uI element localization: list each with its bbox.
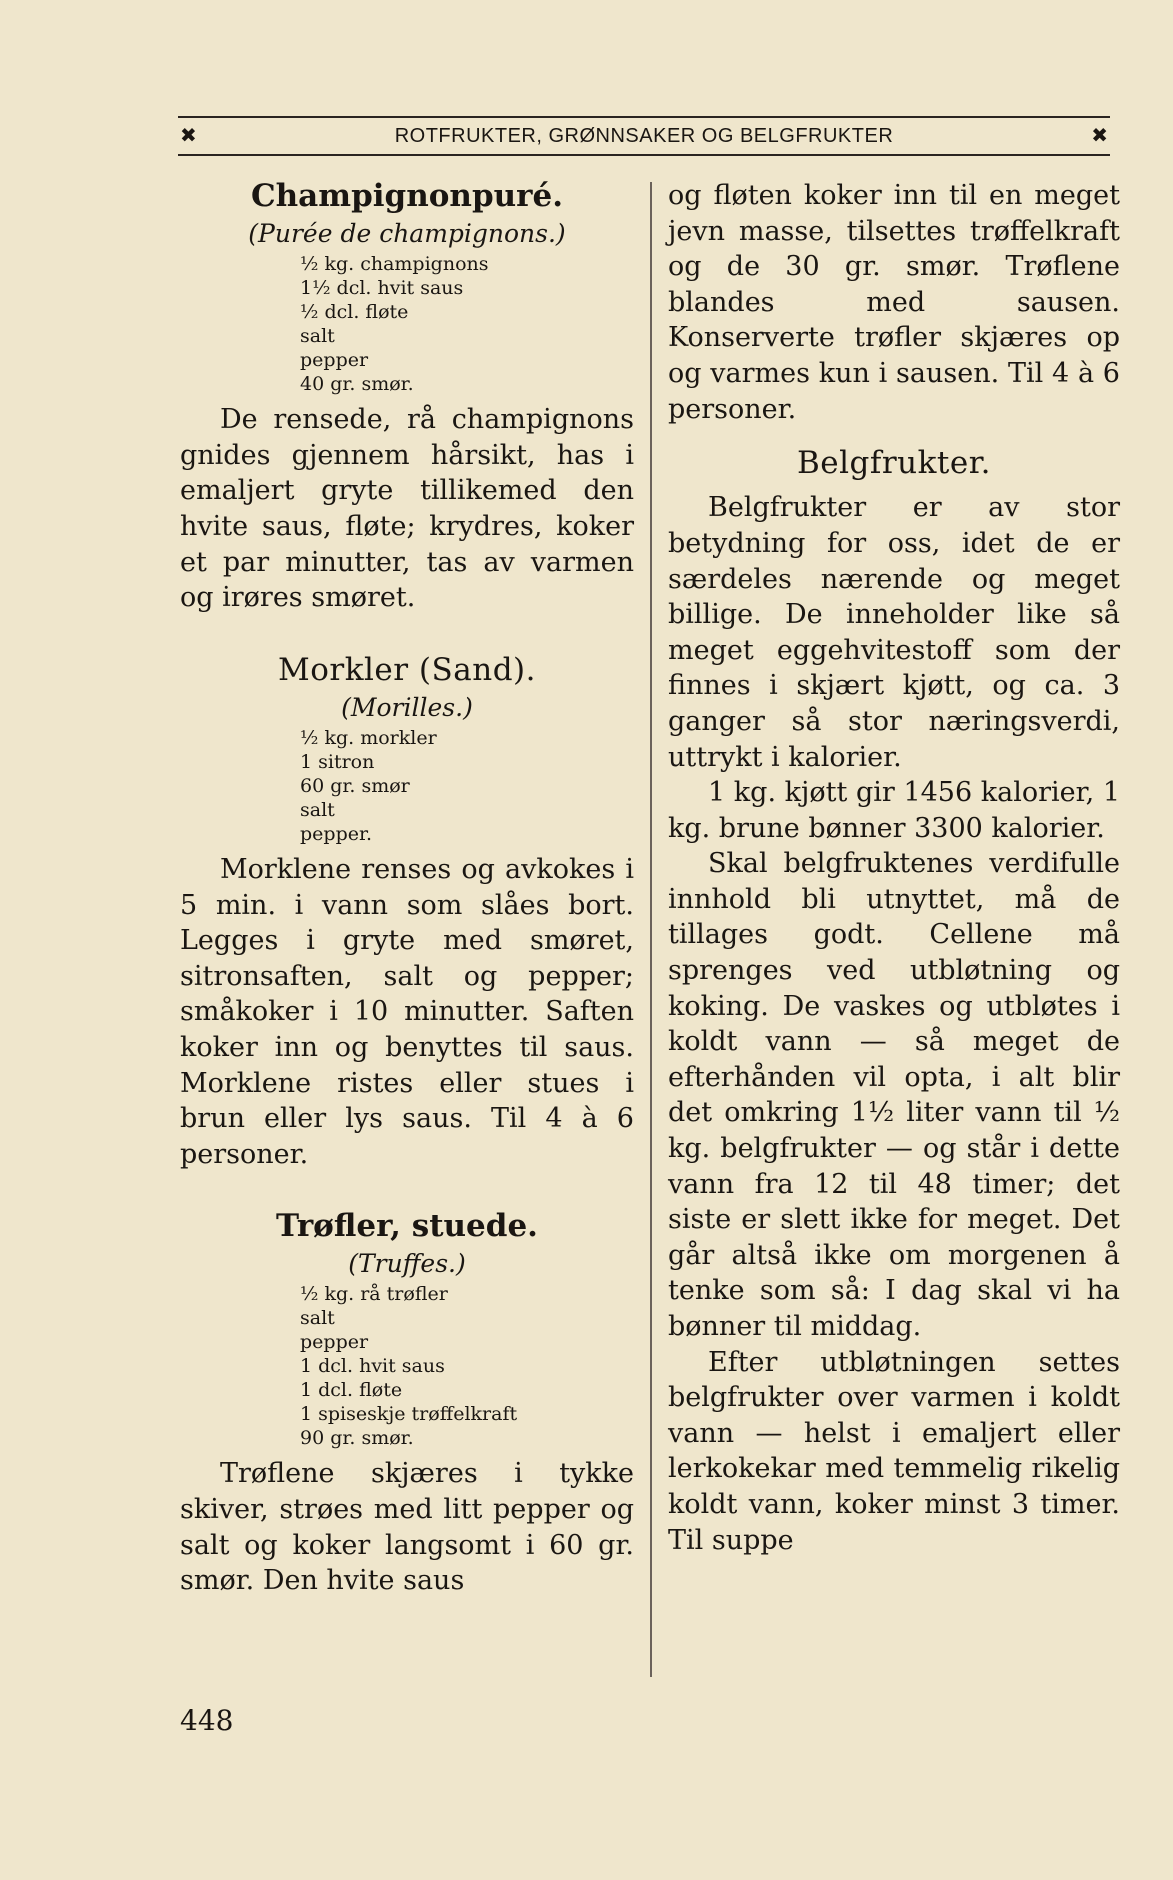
ingredient: 1 dcl. hvit saus xyxy=(300,1355,445,1378)
ingredient: salt xyxy=(300,1307,335,1330)
ingredient: salt xyxy=(300,325,335,348)
ornament-icon: ✖ xyxy=(1091,125,1108,147)
recipe-subtitle: (Truffes.) xyxy=(348,1249,466,1279)
ingredient: 1 dcl. fløte xyxy=(300,1379,403,1402)
ingredient: 90 gr. smør. xyxy=(300,1427,414,1450)
ingredient: salt xyxy=(300,798,335,821)
ingredient: ½ kg. rå trøfler xyxy=(300,1283,448,1306)
ornament-icon: ✖ xyxy=(180,125,197,147)
recipe-text: De rensede, rå champignons gnides gjennem hårsikt, has i emaljert gryte tillikemed den hvite saus, fløte; krydres, koker et par minutter, tas av varmen og irøres smøret. xyxy=(180,404,634,614)
ingredient: pepper. xyxy=(300,822,373,845)
page-number: 448 xyxy=(180,1704,234,1737)
ingredient: pepper xyxy=(300,349,369,372)
right-column xyxy=(668,178,1120,1558)
paragraph: Belgfrukter er av stor betydning for oss, idet de er særdeles nærende og meget billige. De inneholder like så meget eggehvitestoff som der finnes i skjært kjøtt, og ca. 3 ganger så stor næringsverdi, uttrykt i kalorier. xyxy=(668,492,1120,773)
ingredient: 1½ dcl. hvit saus xyxy=(300,277,464,300)
paragraph: Skal belgfruktenes verdifulle innhold bli utnyttet, må de tillages godt. Cellene må sprenges ved utbløtning og koking. De vaskes og utbløtes i koldt vann — så meget de efterhånden vil opta, i alt blir det omkring 1½ liter vann til ½ kg. belgfrukter — og står i dette vann fra 12 til 48 timer; det siste er slett ikke for meget. Det går altså ikke om morgenen å tenke som så: I dag skal vi ha bønner til middag. xyxy=(668,848,1120,1342)
ingredient-list xyxy=(300,252,634,396)
ingredient: 1 sitron xyxy=(300,750,375,773)
recipe-heading-trofler: Trøfler, stuede. xyxy=(276,1208,538,1245)
header-title: ROTFRUKTER, GRØNNSAKER OG BELGFRUKTER xyxy=(394,124,894,147)
ingredient: ½ kg. champignons xyxy=(300,253,489,276)
column-divider xyxy=(650,182,652,1677)
ingredient: 1 spiseskje trøffelkraft xyxy=(300,1403,518,1426)
left-column xyxy=(180,178,634,1599)
ingredient: pepper xyxy=(300,1331,369,1354)
paragraph: Efter utbløtningen settes belgfrukter over varmen i koldt vann — helst i emaljert eller lerkokekar med temmelig rikelig koldt vann, koker minst 3 timer. Til suppe xyxy=(668,1346,1120,1556)
recipe-heading-champignonpure: Champignonpuré. xyxy=(250,178,564,214)
continued-text: og fløten koker inn til en meget jevn masse, tilsettes trøffelkraft og de 30 gr. smør. Trøflene blandes med sausen. Konserverte trøfler skjæres op og varmes kun i sausen. Til 4 à 6 personer. xyxy=(668,180,1120,425)
running-header xyxy=(178,116,1110,156)
paragraph: 1 kg. kjøtt gir 1456 kalorier, 1 kg. brune bønner 3300 kalorier. xyxy=(668,777,1120,844)
ingredient-list xyxy=(300,1282,634,1450)
ingredient: 40 gr. smør. xyxy=(300,373,414,396)
recipe-heading-morkler: Morkler (Sand). xyxy=(277,651,536,688)
section-heading-belgfrukter: Belgfrukter. xyxy=(797,445,991,482)
recipe-subtitle: (Morilles.) xyxy=(341,692,473,722)
ingredient: ½ dcl. fløte xyxy=(300,301,409,324)
ingredient-list xyxy=(300,726,634,846)
recipe-text: Trøflene skjæres i tykke skiver, strøes med litt pepper og salt og koker langsomt i 60 gr. smør. Den hvite saus xyxy=(180,1458,634,1597)
ingredient: 60 gr. smør xyxy=(300,774,410,797)
recipe-text: Morklene renses og avkokes i 5 min. i vann som slåes bort. Legges i gryte med smøret, sitronsaften, salt og pepper; småkoker i 10 minutter. Saften koker inn og benyttes til saus. Morklene ristes eller stues i brun eller lys saus. Til 4 à 6 personer. xyxy=(180,853,634,1170)
recipe-subtitle: (Purée de champignons.) xyxy=(248,219,566,249)
ingredient: ½ kg. morkler xyxy=(300,726,437,749)
